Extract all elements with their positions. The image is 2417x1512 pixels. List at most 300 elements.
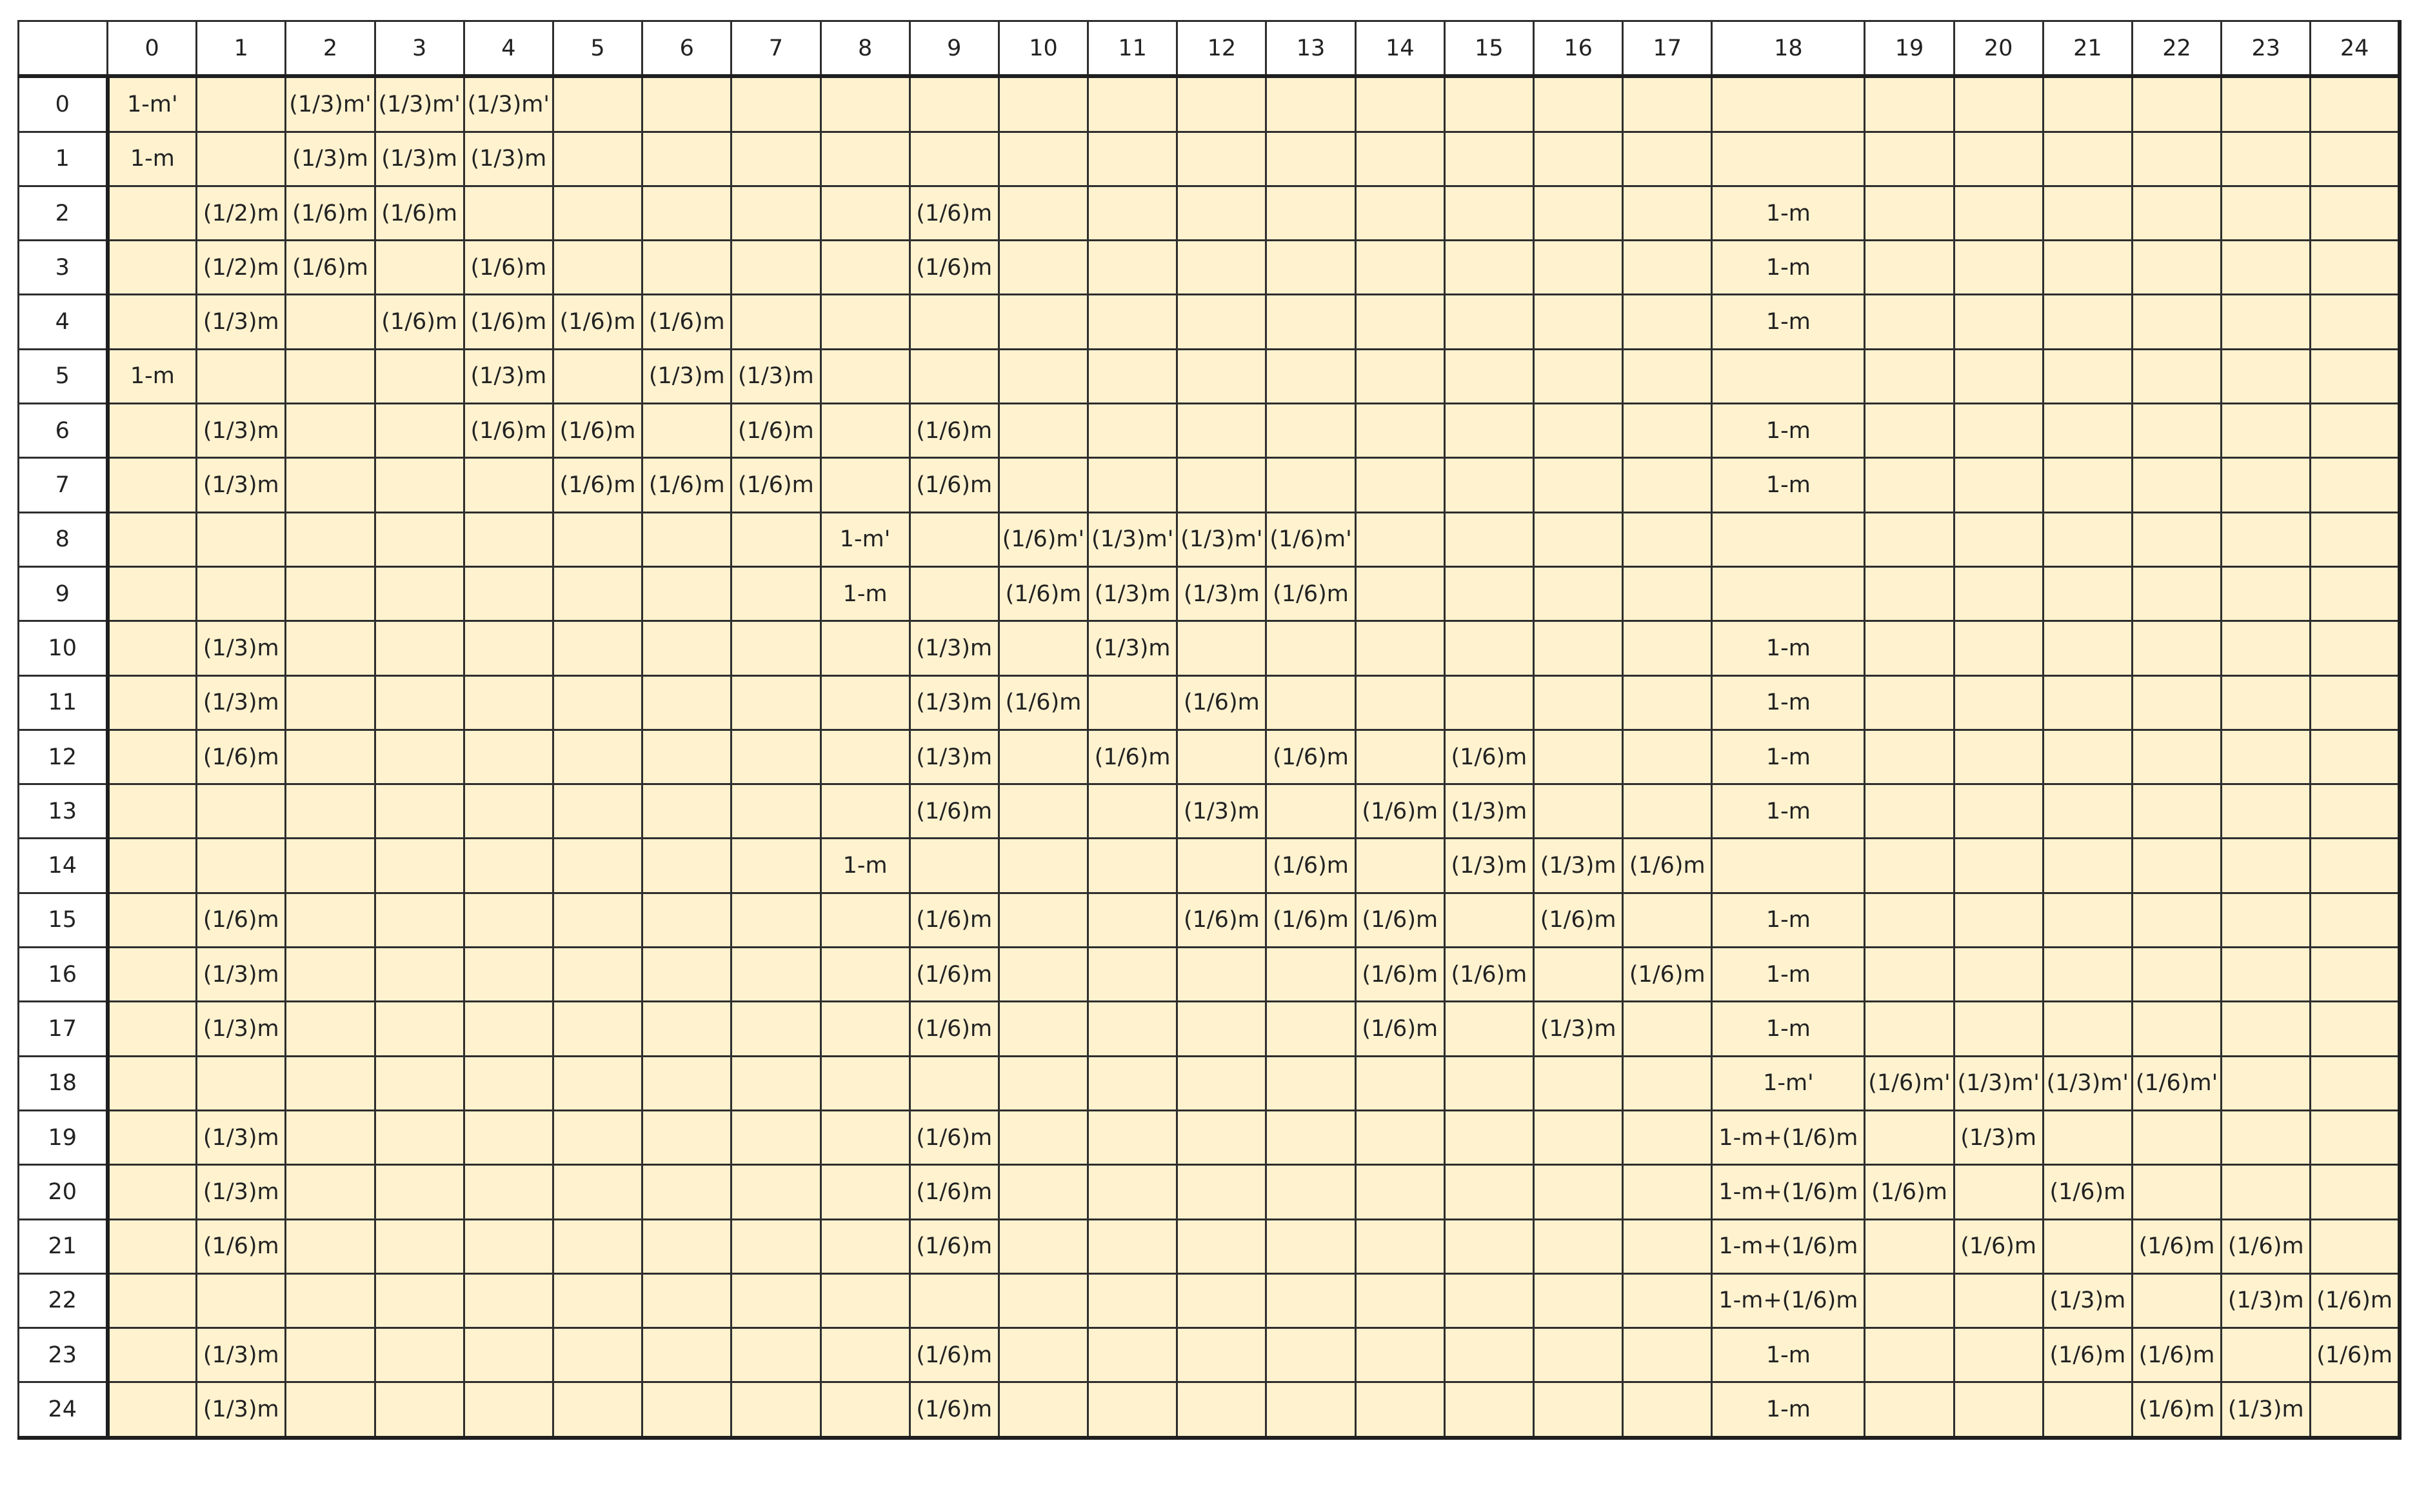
table-cell (731, 241, 821, 295)
table-cell (2222, 1002, 2311, 1056)
table-cell (1088, 1328, 1177, 1382)
table-cell (1444, 186, 1533, 240)
table-cell (1954, 1273, 2043, 1328)
table-cell (1865, 730, 1954, 784)
table-cell: (1/6)m (910, 186, 999, 240)
table-cell (1266, 295, 1355, 349)
table-cell (375, 675, 464, 730)
table-cell (1623, 1328, 1712, 1382)
table-cell (108, 1328, 197, 1382)
table-cell (375, 1002, 464, 1056)
row-header-0: 0 (19, 76, 108, 132)
table-cell (1355, 295, 1444, 349)
table-cell (553, 1110, 642, 1164)
table-cell (108, 893, 197, 947)
table-cell (1088, 1056, 1177, 1110)
table-cell (2311, 1056, 2400, 1110)
column-header-7: 7 (731, 21, 821, 77)
table-cell (286, 1165, 375, 1219)
table-cell (1954, 186, 2043, 240)
table-cell (197, 784, 286, 839)
table-cell (1355, 1056, 1444, 1110)
table-cell (1954, 512, 2043, 566)
table-cell (821, 1056, 910, 1110)
table-cell (2222, 730, 2311, 784)
table-cell (1954, 839, 2043, 893)
table-cell: 1-m+(1/6)m (1712, 1273, 1865, 1328)
table-cell (1444, 1056, 1533, 1110)
table-cell (108, 1382, 197, 1438)
table-cell (2311, 512, 2400, 566)
table-cell: (1/6)m (1444, 948, 1533, 1002)
table-cell (2043, 730, 2132, 784)
table-cell (1954, 784, 2043, 839)
table-cell (1088, 349, 1177, 403)
table-cell: (1/6)m (731, 404, 821, 458)
table-cell (1088, 404, 1177, 458)
table-cell (286, 1328, 375, 1382)
table-cell (197, 132, 286, 186)
table-cell: (1/6)m (1088, 730, 1177, 784)
table-body (19, 76, 2400, 1437)
table-cell (1444, 1002, 1533, 1056)
table-cell (286, 404, 375, 458)
table-cell: (1/6)m' (999, 512, 1088, 566)
table-row (19, 186, 2400, 240)
table-cell (375, 839, 464, 893)
table-cell: (1/6)m (910, 1219, 999, 1273)
table-cell (910, 295, 999, 349)
table-cell (464, 512, 553, 566)
table-cell (2311, 404, 2400, 458)
row-header-13: 13 (19, 784, 108, 839)
table-cell (1623, 512, 1712, 566)
table-cell (910, 839, 999, 893)
table-cell: (1/3)m (1954, 1110, 2043, 1164)
table-row (19, 1056, 2400, 1110)
table-cell: (1/6)m (197, 893, 286, 947)
table-cell (1534, 1110, 1623, 1164)
table-cell (108, 186, 197, 240)
table-cell: (1/3)m' (375, 76, 464, 132)
table-cell (1534, 1165, 1623, 1219)
table-cell: (1/3)m (910, 730, 999, 784)
table-cell (1623, 730, 1712, 784)
table-cell (2222, 132, 2311, 186)
table-cell (2043, 1382, 2132, 1438)
table-cell (2311, 186, 2400, 240)
table-cell (1355, 730, 1444, 784)
table-cell (1355, 1328, 1444, 1382)
table-cell (2043, 458, 2132, 512)
table-cell (464, 1273, 553, 1328)
table-cell (108, 566, 197, 621)
table-cell (642, 675, 731, 730)
table-cell: (1/6)m (910, 458, 999, 512)
table-row (19, 1273, 2400, 1328)
table-cell: (1/6)m (910, 948, 999, 1002)
table-cell (464, 893, 553, 947)
table-cell (2043, 948, 2132, 1002)
table-cell: (1/3)m (1177, 566, 1266, 621)
table-cell (286, 1110, 375, 1164)
table-cell: (1/3)m (197, 295, 286, 349)
table-cell (1177, 186, 1266, 240)
table-cell (2311, 893, 2400, 947)
table-cell (2043, 1110, 2132, 1164)
table-cell: (1/6)m (1355, 893, 1444, 947)
table-cell (553, 1002, 642, 1056)
table-cell (731, 76, 821, 132)
table-cell (553, 566, 642, 621)
table-cell (821, 295, 910, 349)
table-cell: (1/3)m (2222, 1273, 2311, 1328)
row-header-7: 7 (19, 458, 108, 512)
table-cell (464, 566, 553, 621)
table-cell (2132, 1273, 2221, 1328)
table-cell: (1/6)m (2132, 1382, 2221, 1438)
table-cell (1623, 1219, 1712, 1273)
table-cell (1534, 76, 1623, 132)
table-cell (2043, 132, 2132, 186)
table-cell (553, 512, 642, 566)
table-cell (642, 839, 731, 893)
table-cell (1534, 566, 1623, 621)
table-cell (2222, 1328, 2311, 1382)
table-cell (1865, 839, 1954, 893)
row-header-8: 8 (19, 512, 108, 566)
table-cell: 1-m (1712, 458, 1865, 512)
table-cell (731, 1002, 821, 1056)
table-cell: (1/3)m (286, 132, 375, 186)
table-cell (2132, 349, 2221, 403)
table-cell (1355, 566, 1444, 621)
table-cell (1266, 784, 1355, 839)
table-cell (375, 1056, 464, 1110)
table-cell (197, 1273, 286, 1328)
table-cell (821, 675, 910, 730)
column-header-10: 10 (999, 21, 1088, 77)
table-cell (2132, 512, 2221, 566)
table-cell (1865, 241, 1954, 295)
table-cell (1355, 1219, 1444, 1273)
column-header-20: 20 (1954, 21, 2043, 77)
table-cell (286, 1219, 375, 1273)
table-row (19, 1382, 2400, 1438)
table-cell (821, 730, 910, 784)
table-cell (286, 566, 375, 621)
table-cell (821, 784, 910, 839)
table-cell: (1/3)m (2043, 1273, 2132, 1328)
table-cell: (1/6)m (1355, 1002, 1444, 1056)
table-cell (375, 621, 464, 675)
table-cell (999, 893, 1088, 947)
table-cell: (1/3)m' (2043, 1056, 2132, 1110)
table-cell (1088, 893, 1177, 947)
table-cell (1444, 512, 1533, 566)
table-cell: 1-m (1712, 1002, 1865, 1056)
table-cell (642, 512, 731, 566)
table-cell (1266, 132, 1355, 186)
table-cell (1088, 1273, 1177, 1328)
table-cell (1623, 893, 1712, 947)
table-cell (375, 1328, 464, 1382)
table-cell (2311, 1165, 2400, 1219)
table-cell (2132, 186, 2221, 240)
table-cell (286, 1056, 375, 1110)
table-cell (1954, 295, 2043, 349)
table-cell: (1/6)m (1623, 839, 1712, 893)
row-header-5: 5 (19, 349, 108, 403)
table-cell (1355, 458, 1444, 512)
table-cell (999, 76, 1088, 132)
table-cell (375, 1219, 464, 1273)
table-cell (2132, 621, 2221, 675)
table-cell (1444, 566, 1533, 621)
table-cell (464, 730, 553, 784)
table-cell (464, 1056, 553, 1110)
table-row (19, 1165, 2400, 1219)
table-cell (2222, 404, 2311, 458)
table-cell (1534, 512, 1623, 566)
table-cell (2222, 1165, 2311, 1219)
table-cell (1534, 295, 1623, 349)
table-cell (286, 349, 375, 403)
table-cell (2222, 1110, 2311, 1164)
table-cell (2132, 948, 2221, 1002)
table-cell (197, 349, 286, 403)
table-cell (2132, 295, 2221, 349)
table-cell (1954, 1002, 2043, 1056)
table-cell (2311, 730, 2400, 784)
table-cell (197, 512, 286, 566)
column-header-4: 4 (464, 21, 553, 77)
table-cell (2311, 948, 2400, 1002)
table-cell (999, 1110, 1088, 1164)
table-cell (375, 458, 464, 512)
table-cell (731, 1219, 821, 1273)
table-cell: (1/6)m (2311, 1328, 2400, 1382)
table-cell (1865, 1002, 1954, 1056)
table-cell (553, 675, 642, 730)
table-cell (375, 948, 464, 1002)
table-cell: (1/6)m (2132, 1328, 2221, 1382)
row-header-20: 20 (19, 1165, 108, 1219)
table-cell: (1/3)m (1444, 839, 1533, 893)
table-cell (642, 1382, 731, 1438)
table-cell (1355, 186, 1444, 240)
table-cell: (1/6)m (375, 186, 464, 240)
table-cell: 1-m (1712, 1382, 1865, 1438)
table-cell (1266, 948, 1355, 1002)
table-cell (642, 1110, 731, 1164)
table-cell (2043, 621, 2132, 675)
table-cell (1623, 404, 1712, 458)
table-cell (1088, 839, 1177, 893)
table-cell: 1-m+(1/6)m (1712, 1165, 1865, 1219)
table-cell (642, 1219, 731, 1273)
table-cell: (1/3)m (464, 132, 553, 186)
row-header-4: 4 (19, 295, 108, 349)
table-cell (2222, 893, 2311, 947)
table-cell: 1-m (1712, 730, 1865, 784)
table-cell (1088, 132, 1177, 186)
table-cell (375, 241, 464, 295)
table-cell (1865, 186, 1954, 240)
table-cell: (1/3)m (197, 1165, 286, 1219)
table-cell (375, 404, 464, 458)
table-cell (1355, 621, 1444, 675)
column-header-23: 23 (2222, 21, 2311, 77)
table-cell (375, 566, 464, 621)
table-cell (2311, 1219, 2400, 1273)
table-cell (1954, 404, 2043, 458)
table-cell: (1/6)m (1266, 566, 1355, 621)
table-cell (2132, 76, 2221, 132)
table-cell (2043, 76, 2132, 132)
table-cell (1266, 404, 1355, 458)
table-cell (464, 1328, 553, 1382)
table-cell (821, 1328, 910, 1382)
table-cell: (1/6)m (999, 566, 1088, 621)
table-cell: 1-m (1712, 295, 1865, 349)
table-cell: 1-m (1712, 948, 1865, 1002)
table-cell (1865, 404, 1954, 458)
table-cell (2043, 784, 2132, 839)
column-header-2: 2 (286, 21, 375, 77)
table-cell (731, 1165, 821, 1219)
table-cell: (1/3)m (375, 132, 464, 186)
table-cell (2043, 404, 2132, 458)
table-cell: (1/6)m (999, 675, 1088, 730)
table-cell: 1-m (108, 132, 197, 186)
table-cell (1712, 132, 1865, 186)
table-cell: 1-m' (1712, 1056, 1865, 1110)
table-cell (1865, 675, 1954, 730)
table-cell (375, 784, 464, 839)
table-cell: (1/3)m (1088, 566, 1177, 621)
table-cell (642, 404, 731, 458)
table-row (19, 675, 2400, 730)
row-header-6: 6 (19, 404, 108, 458)
table-cell (286, 893, 375, 947)
table-cell (999, 839, 1088, 893)
table-cell (1355, 1110, 1444, 1164)
table-cell (1444, 76, 1533, 132)
table-cell (2311, 241, 2400, 295)
table-cell (464, 948, 553, 1002)
table-cell (1623, 621, 1712, 675)
table-cell: (1/6)m (464, 404, 553, 458)
table-cell (1444, 893, 1533, 947)
row-header-10: 10 (19, 621, 108, 675)
table-row (19, 458, 2400, 512)
table-cell (1954, 948, 2043, 1002)
table-cell (2043, 1002, 2132, 1056)
table-cell (108, 621, 197, 675)
table-cell (2132, 566, 2221, 621)
table-row (19, 893, 2400, 947)
table-cell (2043, 295, 2132, 349)
column-header-15: 15 (1444, 21, 1533, 77)
table-cell (375, 1110, 464, 1164)
table-cell (1177, 1382, 1266, 1438)
table-cell (731, 621, 821, 675)
table-cell (1712, 512, 1865, 566)
table-cell (2311, 1382, 2400, 1438)
table-cell (464, 1382, 553, 1438)
table-cell (1088, 1219, 1177, 1273)
table-cell (821, 1219, 910, 1273)
table-cell (375, 349, 464, 403)
table-cell (910, 1273, 999, 1328)
table-cell (642, 186, 731, 240)
table-cell (1177, 1273, 1266, 1328)
table-cell: (1/3)m (1088, 621, 1177, 675)
table-cell (1534, 730, 1623, 784)
table-cell (1266, 349, 1355, 403)
table-cell: (1/3)m' (1177, 512, 1266, 566)
table-cell (910, 349, 999, 403)
column-header-18: 18 (1712, 21, 1865, 77)
column-header-22: 22 (2132, 21, 2221, 77)
table-cell (731, 839, 821, 893)
corner-cell (19, 21, 108, 77)
table-cell: (1/6)m (2043, 1328, 2132, 1382)
table-cell (2222, 458, 2311, 512)
table-cell (2043, 675, 2132, 730)
table-cell (1088, 1165, 1177, 1219)
table-cell (821, 893, 910, 947)
table-cell: (1/6)m (910, 404, 999, 458)
table-cell: (1/6)m (375, 295, 464, 349)
table-cell (1534, 1219, 1623, 1273)
table-cell: (1/3)m' (464, 76, 553, 132)
table-cell (1444, 241, 1533, 295)
table-cell (2132, 675, 2221, 730)
table-cell (464, 1165, 553, 1219)
table-cell (731, 512, 821, 566)
table-cell: 1-m (1712, 893, 1865, 947)
table-cell: 1-m' (821, 512, 910, 566)
column-header-9: 9 (910, 21, 999, 77)
table-cell (1712, 76, 1865, 132)
table-cell (1355, 839, 1444, 893)
table-cell (1177, 1328, 1266, 1382)
table-cell: 1-m (821, 839, 910, 893)
table-row (19, 730, 2400, 784)
table-cell (1534, 948, 1623, 1002)
row-header-17: 17 (19, 1002, 108, 1056)
table-cell (553, 784, 642, 839)
table-cell: (1/2)m (197, 241, 286, 295)
table-cell (1954, 458, 2043, 512)
table-cell (286, 839, 375, 893)
table-cell (2311, 566, 2400, 621)
table-cell (1177, 621, 1266, 675)
table-cell: (1/6)m (2132, 1219, 2221, 1273)
table-cell (2132, 1002, 2221, 1056)
table-cell (1865, 1219, 1954, 1273)
table-cell (2311, 839, 2400, 893)
table-row (19, 76, 2400, 132)
table-cell: (1/6)m (553, 295, 642, 349)
table-cell: (1/6)m (286, 186, 375, 240)
table-cell (2132, 458, 2221, 512)
table-row (19, 241, 2400, 295)
table-cell: 1-m (1712, 404, 1865, 458)
table-cell (1355, 675, 1444, 730)
